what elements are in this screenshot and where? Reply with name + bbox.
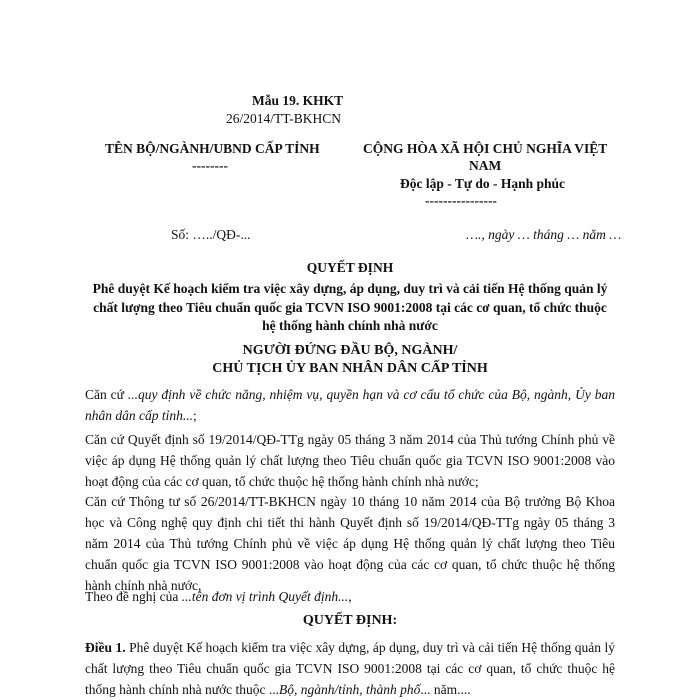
subject-line-3: hệ thống hành chính nhà nước xyxy=(262,318,438,333)
decides-heading: QUYẾT ĐỊNH: xyxy=(302,613,398,628)
agency-divider: -------- xyxy=(192,158,228,173)
issue-date: …., ngày … tháng … năm … xyxy=(466,227,622,242)
basis-paragraph-2: Căn cứ Quyết định số 19/2014/QĐ-TTg ngày 05 tháng 3 năm 2014 của Thủ tướng Chính phủ về việc áp dụng Hệ thống quản lý chất lượng theo Tiêu chuẩn quốc gia TCVN ISO 9001:2008 vào hoạt động của các cơ quan, tổ chức thuộc hệ thống hành chính nhà nước; xyxy=(85,432,615,489)
proposal-paragraph: Theo đề nghị của ...tên đơn vị trình Quyết định..., xyxy=(85,589,352,604)
article-1: Điều 1. Phê duyệt Kế hoạch kiểm tra việc xây dựng, áp dụng, duy trì và cải tiến Hệ thống quản lý chất lượng theo Tiêu chuẩn quốc gia TCVN ISO 9001:2008 tại các cơ quan, tổ chức thuộc hệ thống hành chính nhà nước thuộc ...Bộ, ngành/tỉnh, thành phố... năm.... xyxy=(85,640,616,697)
authority-line-1: NGƯỜI ĐỨNG ĐẦU BỘ, NGÀNH/ xyxy=(242,343,458,358)
subject-line-1: Phê duyệt Kế hoạch kiểm tra việc xây dựng, áp dụng, duy trì và cải tiến Hệ thống quản lý xyxy=(92,281,608,296)
decision-number: Số: …../QĐ-... xyxy=(171,227,251,242)
circular-number: 26/2014/TT-BKHCN xyxy=(226,111,342,126)
country-name-line1: CỘNG HÒA XÃ HỘI CHỦ NGHĨA VIỆT xyxy=(363,141,608,156)
national-motto: Độc lập - Tự do - Hạnh phúc xyxy=(400,176,566,191)
document-title: QUYẾT ĐỊNH xyxy=(306,260,394,275)
authority-line-2: CHỦ TỊCH ỦY BAN NHÂN DÂN CẤP TỈNH xyxy=(212,361,488,376)
basis-paragraph-1: Căn cứ ...quy định về chức năng, nhiệm vụ, quyền hạn và cơ cấu tổ chức của Bộ, ngành, Ủy ban nhân dân cấp tỉnh...; xyxy=(85,387,615,423)
agency-name: TÊN BỘ/NGÀNH/UBND CẤP TỈNH xyxy=(105,141,320,156)
basis-paragraph-3: Căn cứ Thông tư số 26/2014/TT-BKHCN ngày 10 tháng 10 năm 2014 của Bộ trưởng Bộ Khoa học và Công nghệ quy định chi tiết thi hành Quyết định số 19/2014/QĐ-TTg ngày 05 tháng 3 năm 2014 của Thủ tướng Chính phủ về việc áp dụng Hệ thống quản lý chất lượng theo Tiêu chuẩn quốc gia TCVN ISO 9001:2008 vào hoạt động của các cơ quan, tổ chức thuộc hệ thống hành chính nhà nước, xyxy=(85,494,615,593)
form-code: Mẫu 19. KHKT xyxy=(252,93,344,108)
subject-line-2: chất lượng theo Tiêu chuẩn quốc gia TCVN ISO 9001:2008 tại các cơ quan, tổ chức thuộc xyxy=(93,300,607,315)
motto-divider: ---------------- xyxy=(425,193,497,208)
country-name-line2: NAM xyxy=(469,158,502,173)
